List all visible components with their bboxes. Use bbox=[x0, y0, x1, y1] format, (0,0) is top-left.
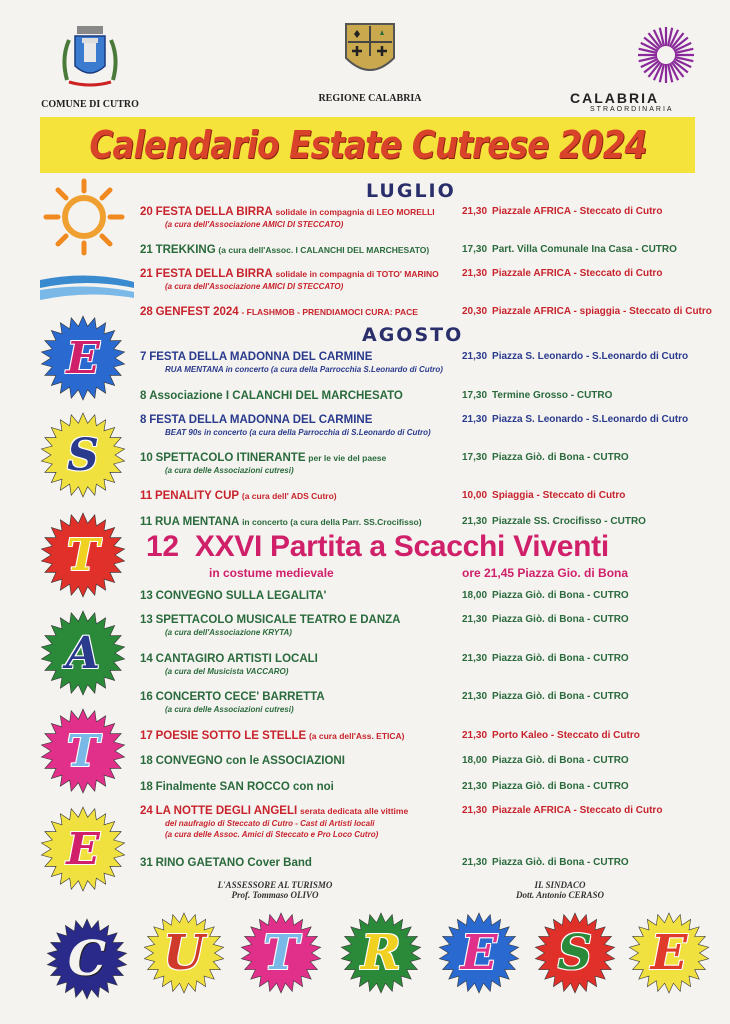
side-star-s bbox=[40, 412, 126, 498]
event-day: 31 bbox=[140, 857, 153, 869]
event-row bbox=[140, 614, 715, 638]
event-row bbox=[140, 857, 715, 870]
event-name: CONVEGNO con le ASSOCIAZIONI bbox=[155, 755, 345, 767]
event-time: 17,30 bbox=[462, 390, 488, 401]
event-time-place bbox=[462, 244, 677, 255]
event-place: Spiaggia - Steccato di Cutro bbox=[492, 490, 626, 501]
event-place: Porto Kaleo - Steccato di Cutro bbox=[492, 730, 640, 741]
event-day: 24 bbox=[140, 805, 153, 817]
event-name: LA NOTTE DEGLI ANGELI bbox=[155, 805, 298, 817]
event-place: Piazza Giò. di Bona - CUTRO bbox=[492, 653, 629, 664]
event-time-place bbox=[462, 390, 612, 401]
event-extra: (a cura dell'Ass. ETICA) bbox=[308, 731, 405, 741]
event-row bbox=[140, 590, 715, 603]
event-place: Piazza S. Leonardo - S.Leonardo di Cutro bbox=[492, 414, 689, 425]
event-note: (a cura dell'Associazione KRYTA) bbox=[165, 628, 292, 637]
event-extra: solidale in compagnia di TOTO' MARINO bbox=[275, 269, 439, 279]
event-note: (a cura dell'Associazione AMICI DI STECCATO) bbox=[165, 282, 344, 291]
event-row bbox=[140, 268, 715, 292]
event-place: Piazzale AFRICA - Steccato di Cutro bbox=[492, 268, 663, 279]
bottom-star-c bbox=[46, 918, 128, 1000]
bottom-star-r bbox=[340, 912, 422, 994]
event-place: Piazzale SS. Crocifisso - CUTRO bbox=[492, 516, 646, 527]
bottom-star-u bbox=[143, 912, 225, 994]
event-time: 17,30 bbox=[462, 452, 488, 463]
event-time-place bbox=[462, 653, 629, 664]
event-name: FESTA DELLA BIRRA bbox=[155, 206, 273, 218]
side-star-t2 bbox=[40, 708, 126, 794]
event-name: POESIE SOTTO LE STELLE bbox=[155, 730, 307, 742]
event-time-place bbox=[462, 490, 625, 501]
event-extra: solidale in compagnia di LEO MORELLI bbox=[275, 207, 435, 217]
event-day: 16 bbox=[140, 691, 153, 703]
event-row bbox=[140, 244, 715, 257]
event-place: Piazza Giò. di Bona - CUTRO bbox=[492, 590, 629, 601]
highlight-day: 12 bbox=[146, 530, 179, 563]
event-row bbox=[140, 730, 715, 743]
event-row bbox=[140, 206, 715, 230]
bottom-star-e2 bbox=[628, 912, 710, 994]
event-time: 21,30 bbox=[462, 351, 488, 362]
side-star-t1 bbox=[40, 512, 126, 598]
event-place: Piazzale AFRICA - spiaggia - Steccato di Cutro bbox=[492, 306, 712, 317]
event-name: RINO GAETANO Cover Band bbox=[155, 857, 312, 869]
event-place: Piazza Giò. di Bona - CUTRO bbox=[492, 691, 629, 702]
event-name: FESTA DELLA MADONNA DEL CARMINE bbox=[149, 414, 373, 426]
side-letter: S bbox=[67, 429, 99, 481]
event-row bbox=[140, 390, 715, 403]
event-time: 20,30 bbox=[462, 306, 488, 317]
event-day: 14 bbox=[140, 653, 153, 665]
calabria-wordmark: CALABRIA bbox=[570, 90, 660, 106]
event-row bbox=[140, 452, 715, 476]
event-time-place bbox=[462, 755, 629, 766]
event-row bbox=[140, 306, 715, 319]
event-place: Piazza Giò. di Bona - CUTRO bbox=[492, 614, 629, 625]
event-time: 18,00 bbox=[462, 755, 488, 766]
event-time-place bbox=[462, 306, 712, 317]
bottom-letter: S bbox=[557, 925, 593, 981]
event-day: 18 bbox=[140, 755, 153, 767]
sindaco-name: Dott. Antonio CERASO bbox=[516, 890, 604, 900]
comune-logo-block bbox=[30, 18, 150, 110]
event-time: 21,30 bbox=[462, 781, 488, 792]
event-time-place bbox=[462, 206, 662, 217]
event-row bbox=[140, 490, 715, 503]
bottom-star-t bbox=[240, 912, 322, 994]
event-place: Piazza Giò. di Bona - CUTRO bbox=[492, 452, 629, 463]
event-row bbox=[140, 691, 715, 715]
event-time-place bbox=[462, 268, 662, 279]
event-row bbox=[140, 414, 715, 438]
event-time-place bbox=[462, 414, 688, 425]
event-time-place bbox=[462, 614, 629, 625]
side-star-a bbox=[40, 610, 126, 696]
event-name: PENALITY CUP bbox=[154, 490, 240, 502]
event-name: CONVEGNO SULLA LEGALITA' bbox=[155, 590, 327, 602]
side-letter: A bbox=[65, 627, 101, 679]
calabria-subtitle: STRAORDINARIA bbox=[590, 106, 674, 113]
event-time: 21,30 bbox=[462, 653, 488, 664]
event-day: 21 bbox=[140, 244, 153, 256]
event-extra: serata dedicata alle vittime bbox=[299, 806, 409, 816]
event-place: Part. Villa Comunale Ina Casa - CUTRO bbox=[492, 244, 677, 255]
event-place: Termine Grosso - CUTRO bbox=[492, 390, 613, 401]
event-row bbox=[140, 351, 715, 375]
event-day: 13 bbox=[140, 614, 153, 626]
event-time-place bbox=[462, 516, 646, 527]
highlight-title: XXVI Partita a Scacchi Viventi bbox=[194, 530, 609, 563]
regione-emblem-icon bbox=[342, 20, 398, 84]
event-place: Piazza S. Leonardo - S.Leonardo di Cutro bbox=[492, 351, 689, 362]
bottom-letter: E bbox=[460, 925, 498, 981]
side-star-e1 bbox=[40, 315, 126, 401]
sun-icon bbox=[40, 178, 128, 256]
event-time: 21,30 bbox=[462, 614, 488, 625]
event-time: 18,00 bbox=[462, 590, 488, 601]
comune-caption: COMUNE DI CUTRO bbox=[41, 99, 139, 110]
event-time-place bbox=[462, 857, 629, 868]
bottom-letter: E bbox=[650, 925, 688, 981]
title-banner bbox=[40, 117, 695, 173]
event-day: 8 bbox=[140, 414, 147, 426]
signature-sindaco bbox=[480, 880, 640, 900]
event-day: 21 bbox=[140, 268, 153, 280]
bottom-letter: C bbox=[67, 931, 107, 987]
assessore-role: L'ASSESSORE AL TURISMO bbox=[217, 880, 333, 890]
event-row bbox=[140, 653, 715, 677]
event-name: FESTA DELLA BIRRA bbox=[155, 268, 273, 280]
bottom-star-e1 bbox=[438, 912, 520, 994]
event-day: 28 bbox=[140, 306, 153, 318]
event-time-place bbox=[462, 452, 629, 463]
event-extra: (a cura dell' ADS Cutro) bbox=[241, 491, 337, 501]
event-place: Piazza Giò. di Bona - CUTRO bbox=[492, 755, 629, 766]
event-name: CONCERTO CECE' BARRETTA bbox=[155, 691, 325, 703]
event-extra: (a cura dell'Assoc. I CALANCHI DEL MARCHESATO) bbox=[218, 245, 430, 255]
event-time-place bbox=[462, 805, 662, 816]
highlight-sub-right: ore 21,45 Piazza Gio. di Bona bbox=[462, 566, 629, 580]
event-name: CANTAGIRO ARTISTI LOCALI bbox=[155, 653, 318, 665]
event-time: 21,30 bbox=[462, 857, 488, 868]
event-time: 21,30 bbox=[462, 206, 488, 217]
poster-title: Calendario Estate Cutrese 2024 bbox=[88, 123, 647, 167]
event-note: BEAT 90s in concerto (a cura della Parrocchia di S.Leonardo di Cutro) bbox=[165, 428, 431, 437]
event-row bbox=[140, 805, 715, 840]
event-extra: - FLASHMOB - PRENDIAMOCI CURA: PACE bbox=[241, 307, 418, 317]
event-note-2: (a cura delle Assoc. Amici di Steccato e Pro Loco Cutro) bbox=[165, 830, 379, 839]
event-main-line bbox=[140, 390, 715, 403]
calabria-logo-block bbox=[560, 25, 700, 113]
event-note: (a cura dell'Associazione AMICI DI STECCATO) bbox=[165, 220, 344, 229]
signature-assessore bbox=[195, 880, 355, 900]
event-time: 21,30 bbox=[462, 268, 488, 279]
event-note: (a cura delle Associazioni cutresi) bbox=[165, 466, 294, 475]
event-note: (a cura delle Associazioni cutresi) bbox=[165, 705, 294, 714]
event-time-place bbox=[462, 730, 640, 741]
sindaco-role: IL SINDACO bbox=[534, 880, 586, 890]
event-time: 21,30 bbox=[462, 691, 488, 702]
event-day: 18 bbox=[140, 781, 153, 793]
event-time: 21,30 bbox=[462, 414, 488, 425]
event-note: del naufragio di Steccato di Cutro - Cast di Artisti locali bbox=[165, 819, 375, 828]
event-row bbox=[140, 781, 715, 794]
event-name: GENFEST 2024 bbox=[155, 306, 239, 318]
month-august: AGOSTO bbox=[362, 324, 464, 346]
event-time-place bbox=[462, 691, 629, 702]
regione-logo-block bbox=[310, 20, 430, 104]
comune-crest-icon bbox=[59, 18, 121, 90]
event-name: RUA MENTANA bbox=[154, 516, 240, 528]
highlight-sub-left: in costume medievale bbox=[209, 566, 334, 580]
event-place: Piazza Giò. di Bona - CUTRO bbox=[492, 781, 629, 792]
event-day: 13 bbox=[140, 590, 153, 602]
side-letter: E bbox=[66, 823, 100, 875]
event-time-place bbox=[462, 590, 629, 601]
side-letter: T bbox=[66, 529, 100, 581]
sunburst-logo-icon bbox=[636, 25, 696, 85]
side-letter: T bbox=[66, 725, 100, 777]
bottom-letter: T bbox=[263, 925, 299, 981]
event-time-place bbox=[462, 351, 688, 362]
event-day: 20 bbox=[140, 206, 153, 218]
event-place: Piazzale AFRICA - Steccato di Cutro bbox=[492, 206, 663, 217]
event-time: 17,30 bbox=[462, 244, 488, 255]
event-place: Piazzale AFRICA - Steccato di Cutro bbox=[492, 805, 663, 816]
highlight-event bbox=[146, 530, 716, 580]
bottom-star-s bbox=[534, 912, 616, 994]
event-name: TREKKING bbox=[155, 244, 216, 256]
side-letter: E bbox=[66, 332, 100, 384]
assessore-name: Prof. Tommaso OLIVO bbox=[231, 890, 319, 900]
event-day: 8 bbox=[140, 390, 147, 402]
event-note: (a cura del Musicista VACCARO) bbox=[165, 667, 289, 676]
event-name: FESTA DELLA MADONNA DEL CARMINE bbox=[149, 351, 373, 363]
event-day: 11 bbox=[140, 516, 153, 528]
event-time: 21,30 bbox=[462, 730, 488, 741]
event-time-place bbox=[462, 781, 629, 792]
highlight-title-line bbox=[146, 530, 716, 564]
event-day: 7 bbox=[140, 351, 147, 363]
sea-wave-icon bbox=[38, 270, 136, 304]
event-day: 11 bbox=[140, 490, 153, 502]
event-row bbox=[140, 755, 715, 768]
event-name: Finalmente SAN ROCCO con noi bbox=[155, 781, 334, 793]
event-extra: per le vie del paese bbox=[308, 453, 387, 463]
event-name: SPETTACOLO MUSICALE TEATRO E DANZA bbox=[155, 614, 401, 626]
event-time: 21,30 bbox=[462, 805, 488, 816]
event-time: 21,30 bbox=[462, 516, 488, 527]
event-extra: in concerto (a cura della Parr. SS.Crocifisso) bbox=[242, 517, 422, 527]
side-star-e2 bbox=[40, 806, 126, 892]
bottom-letter: U bbox=[163, 925, 205, 981]
event-name: Associazione I CALANCHI DEL MARCHESATO bbox=[149, 390, 403, 402]
event-name: SPETTACOLO ITINERANTE bbox=[155, 452, 306, 464]
regione-caption: REGIONE CALABRIA bbox=[318, 93, 422, 104]
event-day: 10 bbox=[140, 452, 153, 464]
event-day: 17 bbox=[140, 730, 153, 742]
event-row bbox=[140, 516, 715, 529]
event-main-line bbox=[140, 490, 715, 503]
event-place: Piazza Giò. di Bona - CUTRO bbox=[492, 857, 629, 868]
month-july: LUGLIO bbox=[366, 180, 456, 202]
event-time: 10,00 bbox=[462, 490, 488, 501]
event-note: RUA MENTANA in concerto (a cura della Parrocchia S.Leonardo di Cutro) bbox=[165, 365, 443, 374]
bottom-letter: R bbox=[361, 925, 401, 981]
